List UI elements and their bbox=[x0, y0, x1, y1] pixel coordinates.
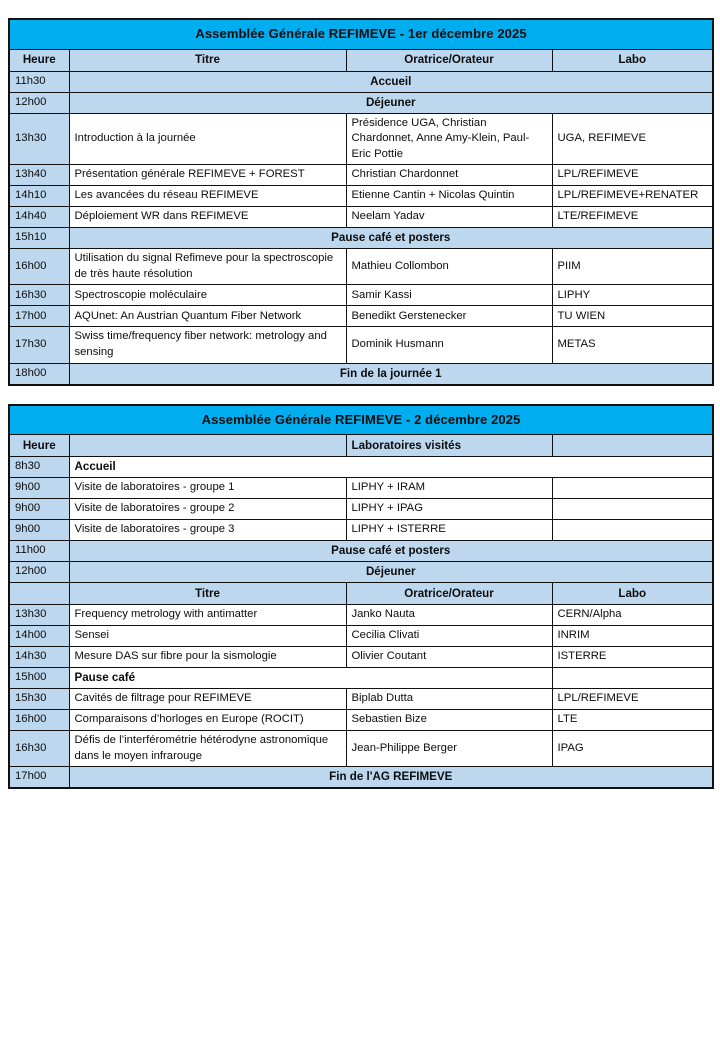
row-title: AQUnet: An Austrian Quantum Fiber Network bbox=[69, 306, 346, 327]
row-speaker: Benedikt Gerstenecker bbox=[346, 306, 552, 327]
row-title: Spectroscopie moléculaire bbox=[69, 285, 346, 306]
row-time: 12h00 bbox=[9, 562, 69, 583]
row-lab: PIIM bbox=[552, 249, 713, 285]
row-time: 16h30 bbox=[9, 731, 69, 767]
row-lab: TU WIEN bbox=[552, 306, 713, 327]
table-row bbox=[9, 689, 713, 710]
row-lab: LIPHY bbox=[552, 285, 713, 306]
row-speaker: Christian Chardonnet bbox=[346, 165, 552, 186]
row-time: 16h00 bbox=[9, 249, 69, 285]
row-time: 15h30 bbox=[9, 689, 69, 710]
day2-col-labo: Labo bbox=[552, 583, 713, 605]
table-row bbox=[9, 710, 713, 731]
row-lab: INRIM bbox=[552, 626, 713, 647]
row-span-label: Fin de la journée 1 bbox=[69, 363, 713, 384]
row-time: 14h40 bbox=[9, 207, 69, 228]
table-row bbox=[9, 249, 713, 285]
row-lab: IPAG bbox=[552, 731, 713, 767]
table-row bbox=[9, 71, 713, 92]
day1-col-heure: Heure bbox=[9, 49, 69, 71]
row-time: 14h30 bbox=[9, 647, 69, 668]
table-row bbox=[9, 457, 713, 478]
row-time: 18h00 bbox=[9, 363, 69, 384]
row-span-label: Fin de l'AG REFIMEVE bbox=[69, 767, 713, 788]
table-row bbox=[9, 562, 713, 583]
row-time: 13h40 bbox=[9, 165, 69, 186]
row-time: 13h30 bbox=[9, 113, 69, 165]
row-time: 12h00 bbox=[9, 92, 69, 113]
row-lab bbox=[552, 499, 713, 520]
row-speaker: Cecilia Clivati bbox=[346, 626, 552, 647]
row-span-label: Déjeuner bbox=[69, 562, 713, 583]
row-speaker: Etienne Cantin + Nicolas Quintin bbox=[346, 186, 552, 207]
row-span-label: Pause café et posters bbox=[69, 541, 713, 562]
table-row bbox=[9, 668, 713, 689]
row-span-label: Accueil bbox=[69, 71, 713, 92]
row-lab bbox=[552, 668, 713, 689]
row-speaker: Jean-Philippe Berger bbox=[346, 731, 552, 767]
row-speaker: Sebastien Bize bbox=[346, 710, 552, 731]
row-title: Visite de laboratoires - groupe 1 bbox=[69, 478, 346, 499]
row-speaker: Olivier Coutant bbox=[346, 647, 552, 668]
day2-talks-header-row bbox=[9, 583, 713, 605]
day2-title: Assemblée Générale REFIMEVE - 2 décembre 2025 bbox=[9, 405, 713, 435]
day2-col-empty-labo bbox=[552, 435, 713, 457]
row-title: Swiss time/frequency fiber network: metrology and sensing bbox=[69, 327, 346, 363]
row-time: 17h00 bbox=[9, 767, 69, 788]
row-lab: ISTERRE bbox=[552, 647, 713, 668]
table-row bbox=[9, 731, 713, 767]
table-row bbox=[9, 767, 713, 788]
table-row bbox=[9, 165, 713, 186]
row-title: Cavités de filtrage pour REFIMEVE bbox=[69, 689, 346, 710]
row-speaker: Présidence UGA, Christian Chardonnet, Anne Amy-Klein, Paul-Eric Pottie bbox=[346, 113, 552, 165]
row-lab: LPL/REFIMEVE+RENATER bbox=[552, 186, 713, 207]
row-lab: CERN/Alpha bbox=[552, 605, 713, 626]
row-time: 8h30 bbox=[9, 457, 69, 478]
day2-col-labs-visited: Laboratoires visités bbox=[346, 435, 552, 457]
schedule-table-day1 bbox=[8, 18, 714, 386]
row-time: 15h10 bbox=[9, 228, 69, 249]
table-row bbox=[9, 478, 713, 499]
row-lab: LPL/REFIMEVE bbox=[552, 165, 713, 186]
row-title: Introduction à la journée bbox=[69, 113, 346, 165]
row-speaker: Janko Nauta bbox=[346, 605, 552, 626]
row-time: 14h00 bbox=[9, 626, 69, 647]
row-speaker: Samir Kassi bbox=[346, 285, 552, 306]
row-speaker: Neelam Yadav bbox=[346, 207, 552, 228]
table-row bbox=[9, 499, 713, 520]
table-row bbox=[9, 92, 713, 113]
row-time: 17h00 bbox=[9, 306, 69, 327]
day2-col-empty-titre bbox=[69, 435, 346, 457]
table-row bbox=[9, 207, 713, 228]
row-title: Mesure DAS sur fibre pour la sismologie bbox=[69, 647, 346, 668]
row-labs-visited: LIPHY + ISTERRE bbox=[346, 520, 552, 541]
day2-visits-header-row bbox=[9, 435, 713, 457]
table-row bbox=[9, 626, 713, 647]
row-title: Défis de l’interférométrie hétérodyne astronomique dans le moyen infrarouge bbox=[69, 731, 346, 767]
row-title: Frequency metrology with antimatter bbox=[69, 605, 346, 626]
table-row bbox=[9, 520, 713, 541]
day2-col-orateur: Oratrice/Orateur bbox=[346, 583, 552, 605]
row-time: 9h00 bbox=[9, 499, 69, 520]
table-row bbox=[9, 647, 713, 668]
row-lab: METAS bbox=[552, 327, 713, 363]
table-row bbox=[9, 186, 713, 207]
row-time: 17h30 bbox=[9, 327, 69, 363]
table-row bbox=[9, 327, 713, 363]
row-span-label: Pause café et posters bbox=[69, 228, 713, 249]
row-time: 16h30 bbox=[9, 285, 69, 306]
row-time: 11h30 bbox=[9, 71, 69, 92]
table-row bbox=[9, 363, 713, 384]
row-time: 9h00 bbox=[9, 520, 69, 541]
row-time: 14h10 bbox=[9, 186, 69, 207]
day2-col-heure-empty bbox=[9, 583, 69, 605]
row-lab bbox=[552, 520, 713, 541]
day2-col-titre: Titre bbox=[69, 583, 346, 605]
row-title: Visite de laboratoires - groupe 3 bbox=[69, 520, 346, 541]
row-lab: LTE bbox=[552, 710, 713, 731]
day1-header-row bbox=[9, 49, 713, 71]
table-row bbox=[9, 541, 713, 562]
day1-col-orateur: Oratrice/Orateur bbox=[346, 49, 552, 71]
row-time: 13h30 bbox=[9, 605, 69, 626]
table-row bbox=[9, 228, 713, 249]
table-row bbox=[9, 285, 713, 306]
row-labs-visited: LIPHY + IRAM bbox=[346, 478, 552, 499]
row-time: 15h00 bbox=[9, 668, 69, 689]
row-title: Présentation générale REFIMEVE + FOREST bbox=[69, 165, 346, 186]
day2-col-heure: Heure bbox=[9, 435, 69, 457]
row-span-label: Déjeuner bbox=[69, 92, 713, 113]
table-row bbox=[9, 306, 713, 327]
row-span-label: Pause café bbox=[69, 668, 552, 689]
row-labs-visited: LIPHY + IPAG bbox=[346, 499, 552, 520]
day1-title-row bbox=[9, 19, 713, 49]
row-time: 11h00 bbox=[9, 541, 69, 562]
row-speaker: Biplab Dutta bbox=[346, 689, 552, 710]
schedule-table-day2 bbox=[8, 404, 714, 790]
day1-title: Assemblée Générale REFIMEVE - 1er décembre 2025 bbox=[9, 19, 713, 49]
row-title: Utilisation du signal Refimeve pour la spectroscopie de très haute résolution bbox=[69, 249, 346, 285]
row-title: Visite de laboratoires - groupe 2 bbox=[69, 499, 346, 520]
row-title: Sensei bbox=[69, 626, 346, 647]
day1-col-titre: Titre bbox=[69, 49, 346, 71]
row-lab bbox=[552, 478, 713, 499]
row-speaker: Mathieu Collombon bbox=[346, 249, 552, 285]
row-lab: LTE/REFIMEVE bbox=[552, 207, 713, 228]
row-speaker: Dominik Husmann bbox=[346, 327, 552, 363]
row-time: 9h00 bbox=[9, 478, 69, 499]
row-lab: UGA, REFIMEVE bbox=[552, 113, 713, 165]
row-title: Déploiement WR dans REFIMEVE bbox=[69, 207, 346, 228]
table-row bbox=[9, 605, 713, 626]
row-lab: LPL/REFIMEVE bbox=[552, 689, 713, 710]
row-span-label: Accueil bbox=[69, 457, 713, 478]
table-row bbox=[9, 113, 713, 165]
row-title: Comparaisons d’horloges en Europe (ROCIT) bbox=[69, 710, 346, 731]
day2-title-row bbox=[9, 405, 713, 435]
row-time: 16h00 bbox=[9, 710, 69, 731]
row-title: Les avancées du réseau REFIMEVE bbox=[69, 186, 346, 207]
day1-col-labo: Labo bbox=[552, 49, 713, 71]
